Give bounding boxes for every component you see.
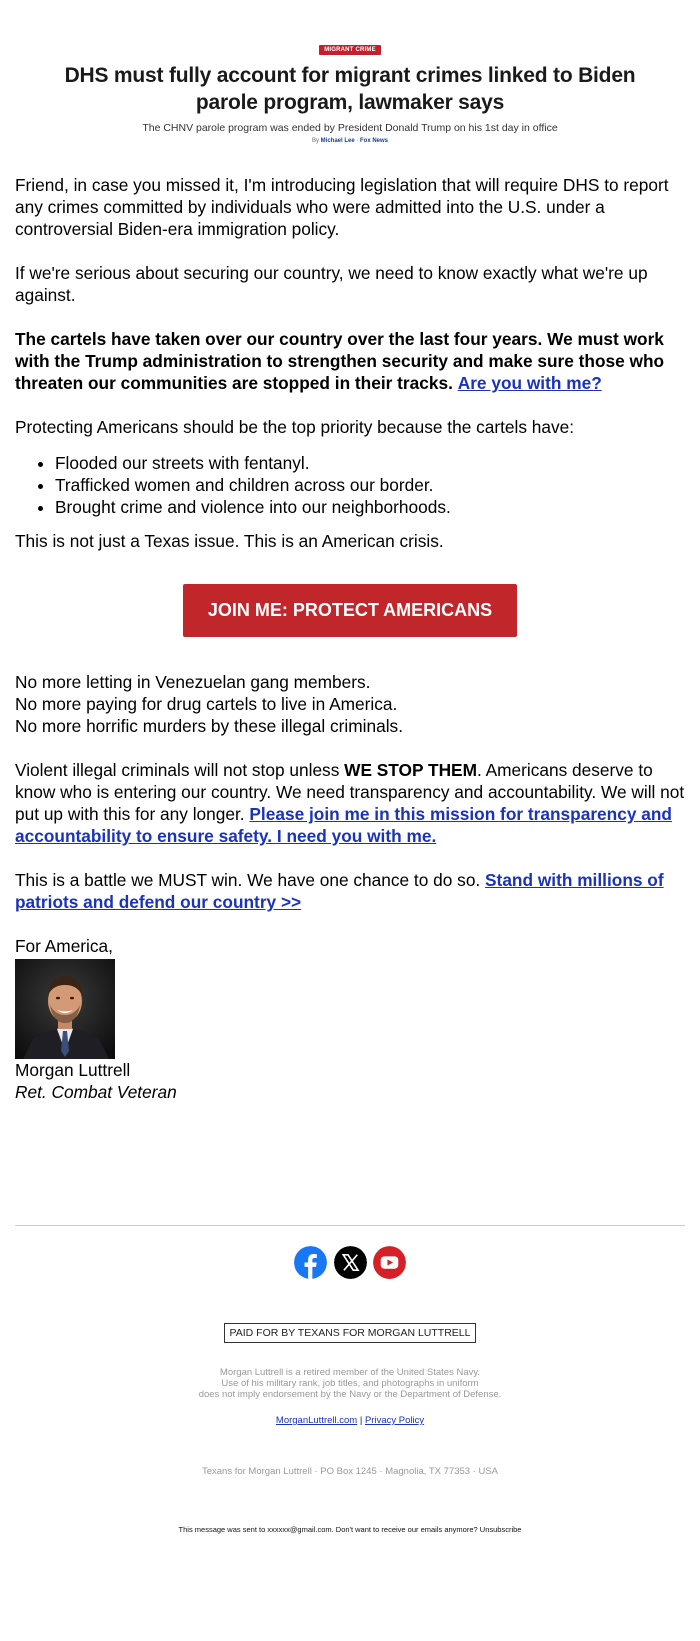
no-more-line: No more letting in Venezuelan gang members. (15, 672, 371, 692)
paragraph-intro: Friend, in case you missed it, I'm introducing legislation that will require DHS to report any crimes committed by individuals who were admitted into the U.S. under a controversial Biden-era immigration policy. (15, 175, 669, 239)
email-container (5, 0, 695, 1534)
category-badge: MIGRANT CRIME (319, 45, 381, 55)
join-me-button[interactable]: JOIN ME: PROTECT AMERICANS (183, 584, 517, 637)
military-disclaimer (5, 1367, 695, 1400)
social-links (5, 1246, 695, 1280)
article-subheadline: The CHNV parole program was ended by President Donald Trump on his 1st day in office (142, 122, 558, 134)
list-item: • Trafficked women and children across our border. (55, 474, 685, 496)
email-body (5, 174, 695, 1103)
paragraph-battle (15, 869, 685, 913)
paragraph-cartels (15, 328, 685, 394)
signature-title: Ret. Combat Veteran (15, 1082, 177, 1102)
list-item: • Flooded our streets with fentanyl. (55, 452, 685, 474)
cartel-bullet-list (15, 452, 685, 518)
disclaimer-line: does not imply endorsement by the Navy or the Department of Defense. (198, 1389, 502, 1400)
paragraph-serious: If we're serious about securing our country, we need to know exactly what we're up against. (15, 263, 648, 305)
article-headline: DHS must fully account for migrant crimes linked to Biden parole program, lawmaker says (64, 64, 636, 114)
disclaimer-line: Morgan Luttrell is a retired member of the United States Navy. (219, 1367, 481, 1378)
byline-separator: · (356, 138, 359, 144)
battle-text: This is a battle we MUST win. We have one chance to do so. (15, 870, 486, 890)
link-separator: | (359, 1415, 363, 1426)
stop-them-text-b: . Americans deserve to know who is entering our country. We need transparency and accountability. We will not put up with this for any longer. (15, 760, 685, 824)
are-you-with-me-link[interactable]: Are you with me? (457, 373, 602, 393)
stop-them-bold: WE STOP THEM (344, 760, 477, 780)
join-mission-link[interactable]: Please join me in this mission for transparency and accountability to ensure safety. I need you with me. (15, 804, 672, 846)
signature-name: Morgan Luttrell (15, 1060, 131, 1080)
stand-with-patriots-link[interactable]: Stand with millions of patriots and defend our country >> (15, 870, 664, 912)
signature-photo (15, 959, 115, 1059)
paid-for-notice: PAID FOR BY TEXANS FOR MORGAN LUTTRELL (224, 1323, 477, 1343)
disclaimer-line: Use of his military rank, job titles, and photographs in uniform (221, 1378, 479, 1389)
facebook-icon[interactable] (294, 1246, 327, 1279)
article-byline (5, 138, 695, 144)
privacy-policy-link[interactable]: Privacy Policy (364, 1415, 425, 1426)
article-card[interactable] (5, 0, 695, 144)
signoff: For America, (15, 936, 113, 956)
footer-divider (15, 1225, 685, 1226)
x-icon[interactable] (334, 1246, 367, 1279)
cartels-bold-text: The cartels have taken over our country over the last four years. We must work with the Trump administration to strengthen security and make sure those who threaten our communities are stopped in their tracks. (15, 329, 665, 393)
paragraph-crisis: This is not just a Texas issue. This is an American crisis. (15, 531, 444, 551)
website-link[interactable]: MorganLuttrell.com (275, 1415, 358, 1426)
no-more-line: No more horrific murders by these illegal criminals. (15, 716, 403, 736)
footer-links (5, 1415, 695, 1426)
paragraph-stop-them (15, 759, 685, 847)
byline-prefix: By (311, 138, 319, 144)
paragraph-priority: Protecting Americans should be the top priority because the cartels have: (15, 417, 575, 437)
youtube-icon[interactable] (373, 1246, 406, 1279)
no-more-line: No more paying for drug cartels to live in America. (15, 694, 398, 714)
stop-them-text-a: Violent illegal criminals will not stop unless (15, 760, 345, 780)
unsubscribe-notice[interactable]: This message was sent to xxxxxx@gmail.com. Don't want to receive our emails anymore? Unsubscribe (178, 1525, 522, 1534)
byline-outlet: Fox News (360, 138, 389, 144)
mailing-address: Texans for Morgan Luttrell · PO Box 1245 · Magnolia, TX 77353 · USA (201, 1466, 499, 1477)
list-item: • Brought crime and violence into our neighborhoods. (55, 496, 685, 518)
byline-author: Michael Lee (320, 138, 355, 144)
